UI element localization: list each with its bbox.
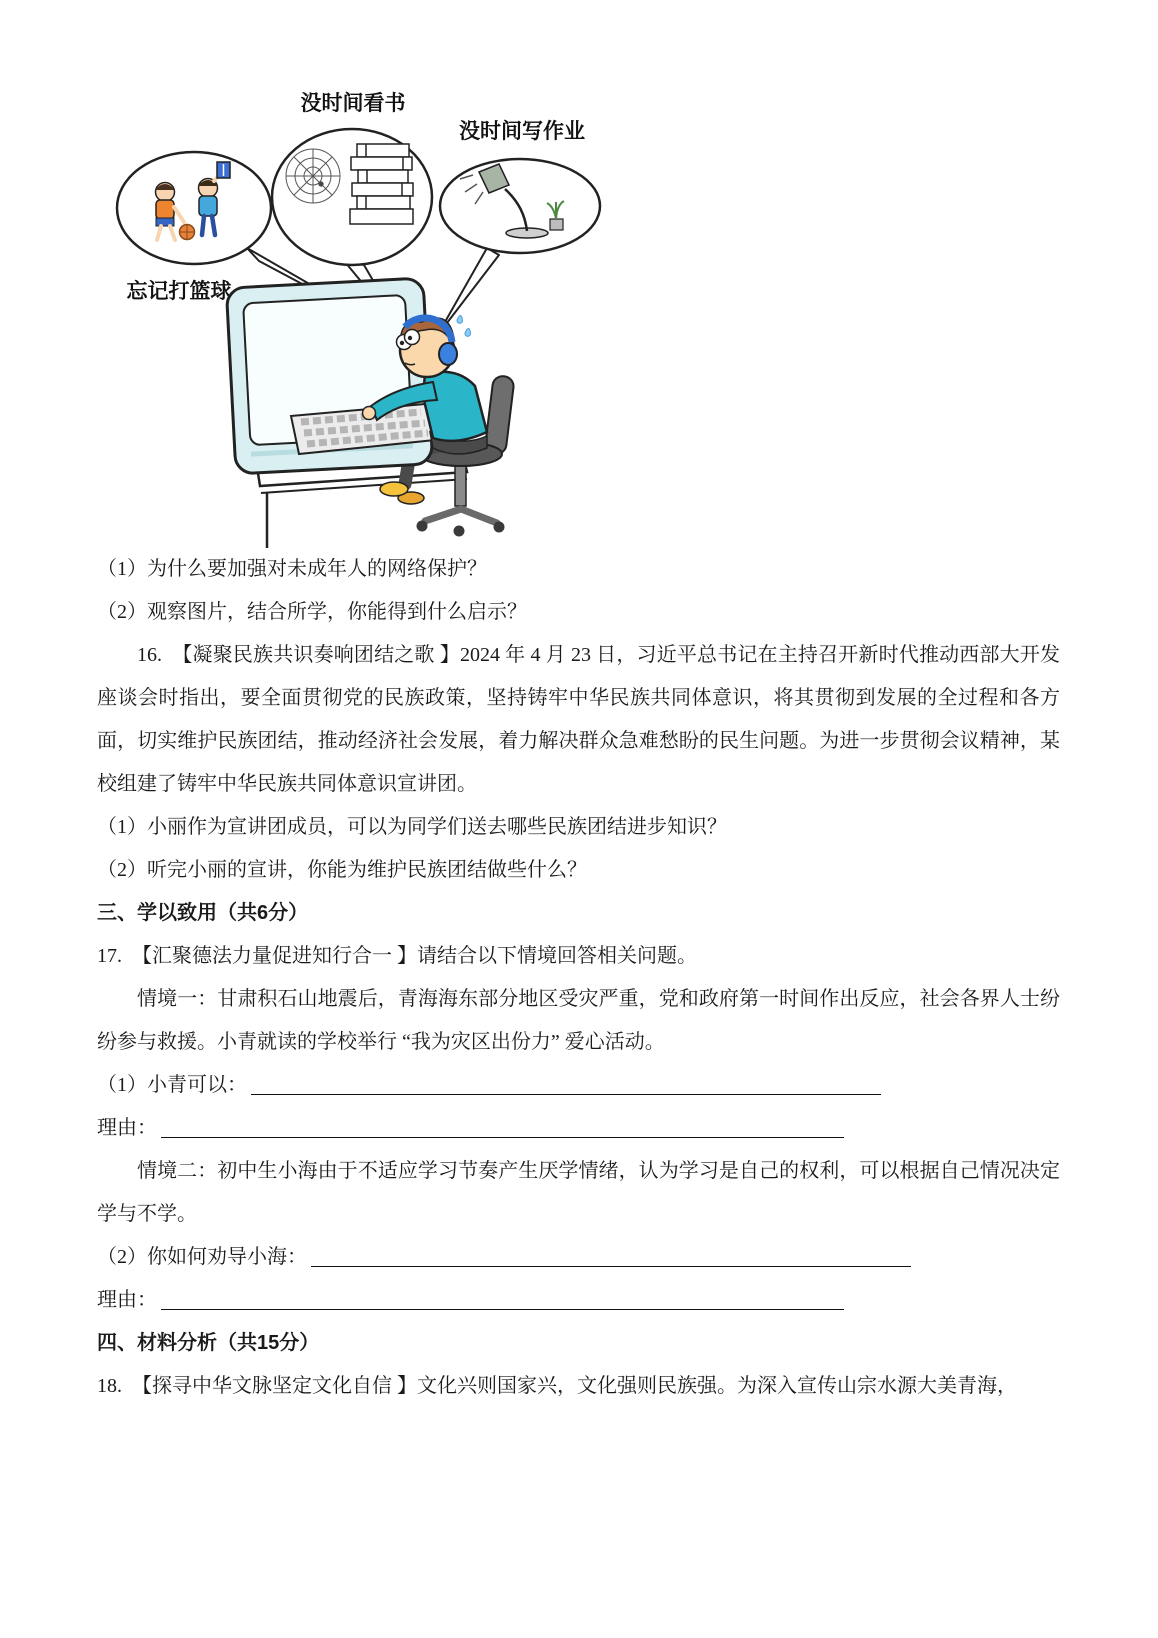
q17-reason2-line	[97, 1279, 1060, 1322]
sweat-drop-icon	[465, 329, 471, 337]
book-stack-icon	[350, 144, 413, 224]
spider-web-icon	[286, 149, 340, 203]
q17-reason1-label: 理由：	[97, 1117, 157, 1139]
q17-scenario2: 情境二：初中生小海由于不适应学习节奏产生厌学情绪，认为学习是自己的权利，可以根据自己情况决定学与不学。	[97, 1160, 1060, 1225]
q17-part1-label: （1）小青可以：	[97, 1074, 247, 1096]
label-forget-basketball: 忘记打篮球	[126, 280, 232, 303]
label-no-time-homework: 没时间写作业	[459, 120, 585, 143]
q17-reason2-blank	[161, 1291, 844, 1310]
exam-content	[97, 548, 1060, 1408]
q16-body: 16. 【凝聚民族共识奏响团结之歌 】2024 年 4 月 23 日，习近平总书记在主持召开新时代推动西部大开发座谈会时指出，要全面贯彻党的民族政策，坚持铸牢中华民族共同体意识，将其贯彻到发展的全过程和各方面，切实维护民族团结，推动经济社会发展，着力解决群众急难愁盼的民生问题。为进一步贯彻会议精神，某校组建了铸牢中华民族共同体意识宣讲团。	[97, 644, 1060, 795]
q16-part2: （2）听完小丽的宣讲，你能为维护民族团结做些什么？	[97, 859, 587, 881]
bubble-lamp	[440, 159, 600, 253]
q15-part2: （2）观察图片，结合所学，你能得到什么启示？	[97, 601, 527, 623]
q15-part1: （1）为什么要加强对未成年人的网络保护？	[97, 558, 487, 580]
bubble-books	[272, 129, 432, 265]
boy-hand	[363, 407, 376, 420]
cartoon-figure	[95, 80, 635, 555]
q18-intro: 18. 【探寻中华文脉坚定文化自信 】文化兴则国家兴，文化强则民族强。为深入宣传山宗水源大美青海，	[97, 1375, 1017, 1397]
section3-heading: 三、学以致用（共6分）	[97, 902, 309, 924]
q17-reason1-blank	[161, 1119, 844, 1138]
sweat-drop-icon	[457, 316, 463, 324]
q17-answer1-line	[97, 1064, 1060, 1107]
section4-heading: 四、材料分析（共15分）	[97, 1332, 320, 1354]
label-no-time-read: 没时间看书	[300, 92, 406, 115]
q17-scenario1: 情境一：甘肃积石山地震后，青海海东部分地区受灾严重，党和政府第一时间作出反应，社会各界人士纷纷参与救援。小青就读的学校举行 “我为灾区出份力” 爱心活动。	[97, 988, 1060, 1053]
q17-reason2-label: 理由：	[97, 1289, 157, 1311]
q17-answer2-blank	[311, 1248, 911, 1267]
q17-reason1-line	[97, 1107, 1060, 1150]
shoe-front-icon	[380, 482, 408, 496]
q17-part2-label: （2）你如何劝导小海：	[97, 1246, 307, 1268]
bubble-basketball	[117, 152, 271, 264]
cartoon-computer-kid-illustration	[95, 80, 635, 555]
q16-part1: （1）小丽作为宣讲团成员，可以为同学们送去哪些民族团结进步知识？	[97, 816, 727, 838]
q17-answer1-blank	[251, 1076, 881, 1095]
headphone-earcup-icon	[439, 343, 457, 365]
q17-intro: 17. 【汇聚德法力量促进知行合一 】请结合以下情境回答相关问题。	[97, 945, 697, 967]
q17-answer2-line	[97, 1236, 1060, 1279]
